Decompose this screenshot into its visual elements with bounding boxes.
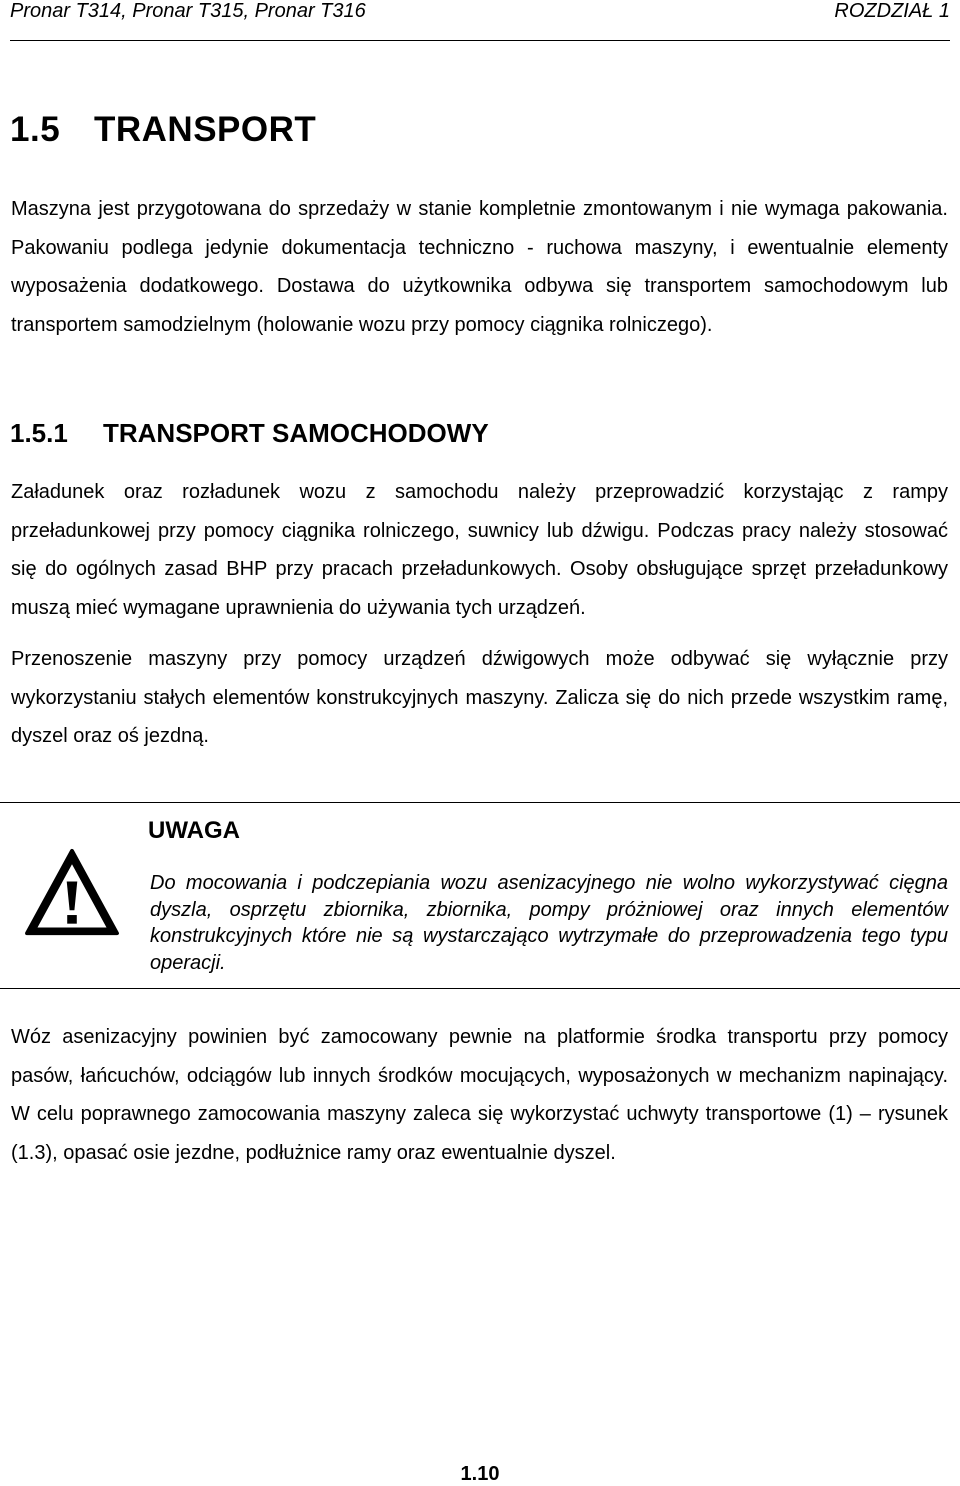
section-title: TRANSPORT <box>94 110 317 149</box>
warning-title: UWAGA <box>148 817 240 844</box>
section-number: 1.5 <box>10 110 61 149</box>
warning-box <box>0 802 960 989</box>
subsection-heading <box>10 418 489 449</box>
subsection-title: TRANSPORT SAMOCHODOWY <box>103 418 489 448</box>
page-number: 1.10 <box>460 1463 500 1485</box>
warning-text: Do mocowania i podczepiania wozu asenizacyjnego nie wolno wykorzystywać cięgna dyszla, osprzętu zbiornika, zbiornika, pompy próżniowej oraz innych elementów konstrukcyjnych które nie są wystarczająco wytrzymałe do przeprowadzenia tego typu operacji. <box>150 872 948 974</box>
header-document-title: Pronar T314, Pronar T315, Pronar T316 <box>10 0 366 22</box>
fastening-paragraph: Wóz asenizacyjny powinien być zamocowany pewnie na platformie środka transportu przy pomocy pasów, łańcuchów, odciągów lub innych środków mocujących, wyposażonych w mechanizm napinający. W celu poprawnego zamocowania maszyny zaleca się wykorzystać uchwyty transportowe (1) – rysunek (1.3), opasać osie jezdne, podłużnice ramy oraz ewentualnie dyszel. <box>11 1026 948 1164</box>
page-header <box>10 0 950 41</box>
warning-triangle-icon <box>24 847 120 939</box>
header-chapter: ROZDZIAŁ 1 <box>834 0 950 22</box>
intro-paragraph: Maszyna jest przygotowana do sprzedaży w stanie kompletnie zmontowanym i nie wymaga pakowania. Pakowaniu podlega jedynie dokumentacja techniczno - ruchowa maszyny, i ewentualnie elementy wyposażenia dodatkowego. Dostawa do użytkownika odbywa się transportem samochodowym lub transportem samodzielnym (holowanie wozu przy pomocy ciągnika rolniczego). <box>11 198 948 336</box>
subsection-number: 1.5.1 <box>10 418 68 448</box>
section-heading <box>10 110 316 150</box>
loading-paragraph: Załadunek oraz rozładunek wozu z samochodu należy przeprowadzić korzystając z rampy przeładunkowej przy pomocy ciągnika rolniczego, suwnicy lub dźwigu. Podczas pracy należy stosować się do ogólnych zasad BHP przy pracach przeładunkowych. Osoby obsługujące sprzęt przeładunkowy muszą mieć wymagane uprawnienia do używania tych urządzeń. <box>11 481 948 619</box>
lifting-paragraph: Przenoszenie maszyny przy pomocy urządzeń dźwigowych może odbywać się wyłącznie przy wykorzystaniu stałych elementów konstrukcyjnych maszyny. Zalicza się do nich przede wszystkim ramę, dyszel oraz oś jezdną. <box>11 648 948 747</box>
